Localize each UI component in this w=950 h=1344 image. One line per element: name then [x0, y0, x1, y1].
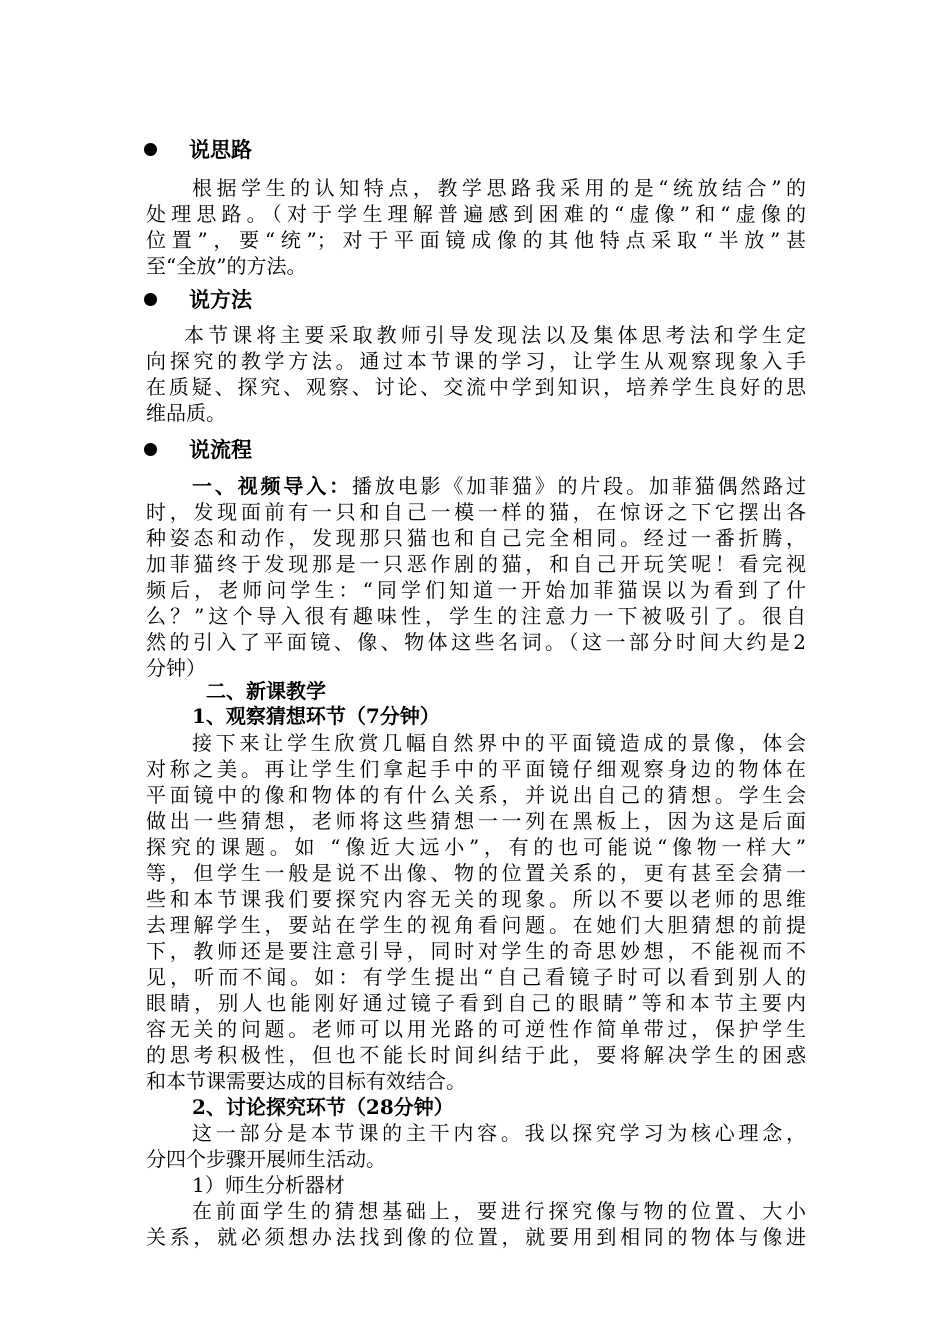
paragraph-line: 些和本节课我们要探究内容无关的现象。所以不要以老师的思维	[146, 887, 806, 911]
paragraph-line: 种姿态和动作，发现那只猫也和自己完全相同。经过一番折腾，	[146, 526, 806, 550]
paragraph-line: 本节课将主要采取教师引导发现法以及集体思考法和学生定	[184, 323, 806, 347]
section-heading-silu	[144, 136, 252, 164]
paragraph-line: 接下来让学生欣赏几幅自然界中的平面镜造成的景像，体会	[192, 731, 806, 755]
paragraph-line: 这一部分是本节课的主干内容。我以探究学习为核心理念，	[192, 1121, 806, 1145]
paragraph-line: 在前面学生的猜想基础上，要进行探究像与物的位置、大小	[192, 1199, 806, 1223]
paragraph-line: 处理思路。（对于学生理解普遍感到困难的“虚像”和“虚像的	[146, 202, 806, 226]
step2-heading: 2、讨论探究环节（28分钟）	[192, 1095, 454, 1119]
paragraph-line: 见，听而不闻。如：有学生提出“自己看镜子时可以看到别人的	[146, 965, 806, 989]
paragraph-line: 然的引入了平面镜、像、物体这些名词。（这一部分时间大约是2	[146, 630, 806, 654]
paragraph-line: 时，发现面前有一只和自己一模一样的猫，在惊讶之下它摆出各	[146, 500, 806, 524]
paragraph-line: 加菲猫终于发现那是一只恶作剧的猫，和自己开玩笑呢！看完视	[146, 552, 806, 576]
heading-text: 说方法	[189, 287, 252, 312]
paragraph-line: 么？”这个导入很有趣味性，学生的注意力一下被吸引了。很自	[146, 604, 806, 628]
paragraph-line	[192, 473, 806, 499]
paragraph-line: 的思考积极性，但也不能长时间纠结于此，要将解决学生的困惑	[146, 1043, 806, 1067]
part2-heading: 二、新课教学	[206, 679, 326, 703]
paragraph-line: 下，教师还是要注意引导，同时对学生的奇思妙想，不能视而不	[146, 939, 806, 963]
bullet-icon	[144, 143, 157, 156]
intro-label: 一、视频导入：	[192, 474, 352, 498]
bullet-icon	[144, 293, 157, 306]
bullet-icon	[144, 443, 157, 456]
paragraph-line: 分四个步骤开展师生活动。	[146, 1147, 386, 1171]
step1-heading: 1、观察猜想环节（7分钟）	[192, 704, 440, 728]
paragraph-line: 至“全放”的方法。	[146, 254, 307, 278]
paragraph-line: 维品质。	[146, 401, 226, 425]
paragraph-line: 位置”，要“统”；对于平面镜成像的其他特点采取“半放”甚	[146, 228, 806, 252]
paragraph-line: 根据学生的认知特点，教学思路我采用的是“统放结合”的	[192, 176, 806, 200]
heading-text: 说流程	[189, 437, 252, 462]
paragraph-line: 去理解学生，要站在学生的视角看问题。在她们大胆猜想的前提	[146, 913, 806, 937]
paragraph-line: 和本节课需要达成的目标有效结合。	[146, 1069, 466, 1093]
paragraph-line: 平面镜中的像和物体的有什么关系，并说出自己的猜想。学生会	[146, 783, 806, 807]
paragraph-line: 做出一些猜想，老师将这些猜想一一列在黑板上，因为这是后面	[146, 809, 806, 833]
paragraph-line: 对称之美。再让学生们拿起手中的平面镜仔细观察身边的物体在	[146, 757, 806, 781]
paragraph-line: 频后，老师问学生：“同学们知道一开始加菲猫误以为看到了什	[146, 578, 806, 602]
paragraph-line: 容无关的问题。老师可以用光路的可逆性作简单带过，保护学生	[146, 1017, 806, 1041]
paragraph-line: 关系，就必须想办法找到像的位置，就要用到相同的物体与像进	[146, 1225, 806, 1249]
paragraph-line: 探究的课题。如 “像近大远小”，有的也可能说“像物一样大”	[146, 835, 806, 859]
paragraph-line: 向探究的教学方法。通过本节课的学习，让学生从观察现象入手	[146, 349, 806, 373]
section-heading-liucheng	[144, 436, 252, 464]
sub1-heading: 1）师生分析器材	[192, 1173, 345, 1197]
section-heading-fangfa	[144, 286, 252, 314]
paragraph-line: 在质疑、探究、观察、讨论、交流中学到知识，培养学生良好的思	[146, 375, 806, 399]
heading-text: 说思路	[189, 137, 252, 162]
paragraph-line: 等，但学生一般是说不出像、物的位置关系的，更有甚至会猜一	[146, 861, 806, 885]
paragraph-line: 眼睛，别人也能刚好通过镜子看到自己的眼睛”等和本节主要内	[146, 991, 806, 1015]
intro-first-line: 播放电影《加菲猫》的片段。加菲猫偶然路过	[351, 474, 806, 498]
paragraph-line: 分钟）	[146, 656, 206, 680]
